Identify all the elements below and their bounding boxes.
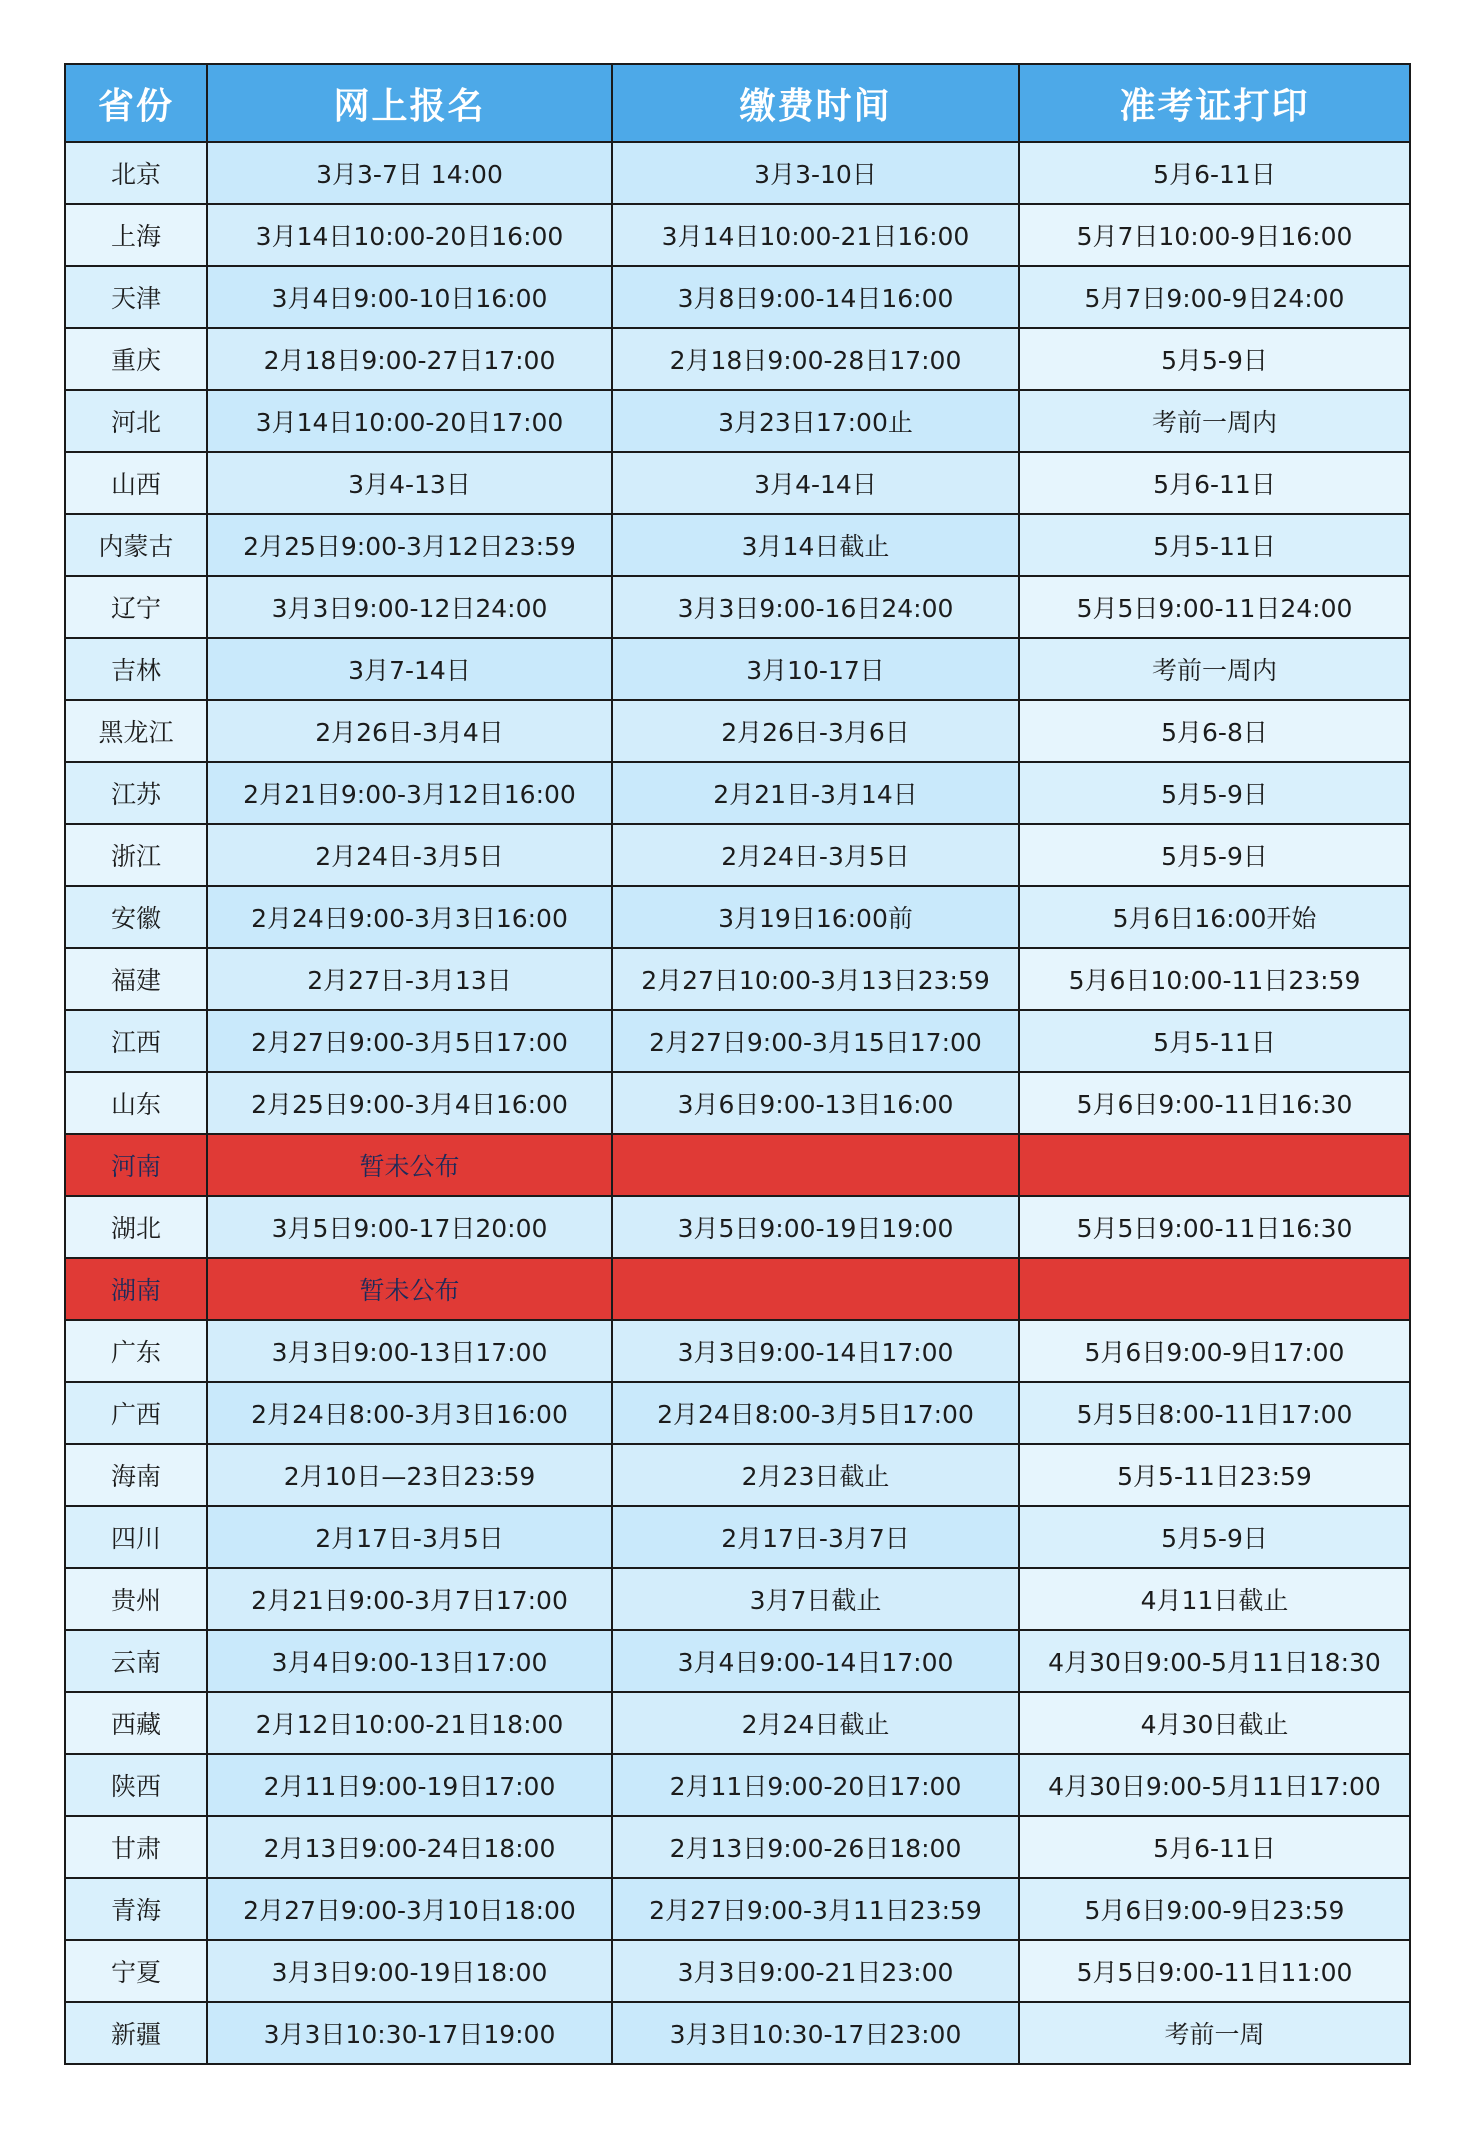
admission-ticket-cell: 5月5日9:00-11日16:30 [1019,1196,1410,1258]
admission-ticket-cell: 5月6-8日 [1019,700,1410,762]
payment-cell: 3月3日9:00-16日24:00 [612,576,1019,638]
province-cell: 重庆 [65,328,207,390]
registration-cell: 3月4-13日 [207,452,612,514]
province-cell: 天津 [65,266,207,328]
payment-cell: 3月8日9:00-14日16:00 [612,266,1019,328]
payment-cell: 2月24日8:00-3月5日17:00 [612,1382,1019,1444]
table-row [65,824,1410,886]
province-cell: 上海 [65,204,207,266]
payment-cell: 3月4-14日 [612,452,1019,514]
registration-cell: 2月26日-3月4日 [207,700,612,762]
table-row [65,1568,1410,1630]
table-row [65,576,1410,638]
table-row [65,1630,1410,1692]
admission-ticket-cell: 5月6-11日 [1019,1816,1410,1878]
registration-cell: 2月13日9:00-24日18:00 [207,1816,612,1878]
province-cell: 青海 [65,1878,207,1940]
admission-ticket-cell: 5月7日10:00-9日16:00 [1019,204,1410,266]
province-cell: 宁夏 [65,1940,207,2002]
payment-cell: 2月27日10:00-3月13日23:59 [612,948,1019,1010]
table-row [65,1940,1410,2002]
payment-cell [612,1134,1019,1196]
registration-cell: 2月27日-3月13日 [207,948,612,1010]
registration-cell: 2月11日9:00-19日17:00 [207,1754,612,1816]
registration-cell: 2月12日10:00-21日18:00 [207,1692,612,1754]
payment-cell: 3月3日10:30-17日23:00 [612,2002,1019,2064]
admission-ticket-cell: 4月30日9:00-5月11日18:30 [1019,1630,1410,1692]
admission-ticket-cell: 4月30日9:00-5月11日17:00 [1019,1754,1410,1816]
registration-cell: 2月27日9:00-3月5日17:00 [207,1010,612,1072]
table-header-row [65,64,1410,142]
table-row [65,452,1410,514]
payment-cell: 2月23日截止 [612,1444,1019,1506]
registration-cell: 3月4日9:00-13日17:00 [207,1630,612,1692]
province-cell: 江苏 [65,762,207,824]
province-cell: 河北 [65,390,207,452]
province-cell: 福建 [65,948,207,1010]
table-row [65,1878,1410,1940]
province-cell: 河南 [65,1134,207,1196]
province-cell: 贵州 [65,1568,207,1630]
province-cell: 辽宁 [65,576,207,638]
payment-cell: 3月19日16:00前 [612,886,1019,948]
payment-cell: 3月14日截止 [612,514,1019,576]
header-payment-time: 缴费时间 [612,64,1019,142]
province-cell: 湖北 [65,1196,207,1258]
payment-cell: 2月11日9:00-20日17:00 [612,1754,1019,1816]
admission-ticket-cell: 5月6日9:00-9日17:00 [1019,1320,1410,1382]
admission-ticket-cell: 5月5-11日 [1019,1010,1410,1072]
registration-cell: 2月18日9:00-27日17:00 [207,328,612,390]
table-row [65,1506,1410,1568]
admission-ticket-cell: 5月5日9:00-11日11:00 [1019,1940,1410,2002]
payment-cell: 2月21日-3月14日 [612,762,1019,824]
registration-cell: 3月3日9:00-19日18:00 [207,1940,612,2002]
registration-cell: 2月24日8:00-3月3日16:00 [207,1382,612,1444]
province-cell: 山西 [65,452,207,514]
admission-ticket-cell [1019,1258,1410,1320]
payment-cell: 3月3日9:00-14日17:00 [612,1320,1019,1382]
registration-cell: 3月14日10:00-20日16:00 [207,204,612,266]
table-row [65,886,1410,948]
province-cell: 云南 [65,1630,207,1692]
province-cell: 湖南 [65,1258,207,1320]
admission-ticket-cell: 4月30日截止 [1019,1692,1410,1754]
province-cell: 新疆 [65,2002,207,2064]
registration-cell: 2月21日9:00-3月7日17:00 [207,1568,612,1630]
province-cell: 四川 [65,1506,207,1568]
admission-ticket-cell: 5月6日16:00开始 [1019,886,1410,948]
province-cell: 吉林 [65,638,207,700]
table-row [65,638,1410,700]
registration-cell: 2月24日-3月5日 [207,824,612,886]
payment-cell: 2月13日9:00-26日18:00 [612,1816,1019,1878]
province-cell: 西藏 [65,1692,207,1754]
payment-cell: 3月23日17:00止 [612,390,1019,452]
registration-cell: 暂未公布 [207,1134,612,1196]
province-cell: 甘肃 [65,1816,207,1878]
registration-cell: 暂未公布 [207,1258,612,1320]
payment-cell: 3月5日9:00-19日19:00 [612,1196,1019,1258]
admission-ticket-cell: 5月5日9:00-11日24:00 [1019,576,1410,638]
table-row [65,1072,1410,1134]
table-row [65,142,1410,204]
table-row [65,266,1410,328]
table-row [65,1444,1410,1506]
payment-cell: 3月10-17日 [612,638,1019,700]
payment-cell [612,1258,1019,1320]
registration-cell: 3月7-14日 [207,638,612,700]
table-row [65,1258,1410,1320]
registration-cell: 2月27日9:00-3月10日18:00 [207,1878,612,1940]
table-row [65,1692,1410,1754]
registration-cell: 3月14日10:00-20日17:00 [207,390,612,452]
admission-ticket-cell: 5月5日8:00-11日17:00 [1019,1382,1410,1444]
registration-cell: 2月25日9:00-3月12日23:59 [207,514,612,576]
table-row [65,1010,1410,1072]
registration-cell: 2月17日-3月5日 [207,1506,612,1568]
registration-cell: 3月3日9:00-13日17:00 [207,1320,612,1382]
province-cell: 北京 [65,142,207,204]
header-online-registration: 网上报名 [207,64,612,142]
admission-ticket-cell: 4月11日截止 [1019,1568,1410,1630]
province-cell: 山东 [65,1072,207,1134]
admission-ticket-cell: 5月6-11日 [1019,142,1410,204]
admission-ticket-cell: 考前一周内 [1019,638,1410,700]
registration-cell: 2月10日—23日23:59 [207,1444,612,1506]
registration-cell: 3月3日9:00-12日24:00 [207,576,612,638]
payment-cell: 2月18日9:00-28日17:00 [612,328,1019,390]
exam-schedule-table-wrapper [64,63,1409,2065]
header-province: 省份 [65,64,207,142]
province-cell: 广西 [65,1382,207,1444]
admission-ticket-cell: 考前一周内 [1019,390,1410,452]
table-row [65,948,1410,1010]
payment-cell: 2月26日-3月6日 [612,700,1019,762]
payment-cell: 3月14日10:00-21日16:00 [612,204,1019,266]
table-row [65,762,1410,824]
admission-ticket-cell: 5月5-9日 [1019,824,1410,886]
table-row [65,1382,1410,1444]
province-cell: 安徽 [65,886,207,948]
admission-ticket-cell [1019,1134,1410,1196]
table-row [65,1754,1410,1816]
registration-cell: 2月21日9:00-3月12日16:00 [207,762,612,824]
payment-cell: 2月24日截止 [612,1692,1019,1754]
table-row [65,514,1410,576]
payment-cell: 2月17日-3月7日 [612,1506,1019,1568]
table-body [65,142,1410,2064]
registration-cell: 2月24日9:00-3月3日16:00 [207,886,612,948]
table-row [65,390,1410,452]
admission-ticket-cell: 5月5-11日 [1019,514,1410,576]
payment-cell: 2月24日-3月5日 [612,824,1019,886]
registration-cell: 3月5日9:00-17日20:00 [207,1196,612,1258]
province-cell: 广东 [65,1320,207,1382]
table-row [65,1320,1410,1382]
admission-ticket-cell: 5月5-9日 [1019,762,1410,824]
province-cell: 海南 [65,1444,207,1506]
registration-cell: 3月3-7日 14:00 [207,142,612,204]
payment-cell: 3月6日9:00-13日16:00 [612,1072,1019,1134]
payment-cell: 3月4日9:00-14日17:00 [612,1630,1019,1692]
table-row [65,1134,1410,1196]
admission-ticket-cell: 5月6日10:00-11日23:59 [1019,948,1410,1010]
province-cell: 陕西 [65,1754,207,1816]
table-row [65,2002,1410,2064]
admission-ticket-cell: 考前一周 [1019,2002,1410,2064]
table-row [65,1196,1410,1258]
payment-cell: 2月27日9:00-3月15日17:00 [612,1010,1019,1072]
registration-cell: 2月25日9:00-3月4日16:00 [207,1072,612,1134]
province-cell: 内蒙古 [65,514,207,576]
table-row [65,328,1410,390]
table-row [65,700,1410,762]
admission-ticket-cell: 5月5-11日23:59 [1019,1444,1410,1506]
admission-ticket-cell: 5月6-11日 [1019,452,1410,514]
table-row [65,1816,1410,1878]
admission-ticket-cell: 5月6日9:00-9日23:59 [1019,1878,1410,1940]
table-row [65,204,1410,266]
admission-ticket-cell: 5月6日9:00-11日16:30 [1019,1072,1410,1134]
payment-cell: 2月27日9:00-3月11日23:59 [612,1878,1019,1940]
admission-ticket-cell: 5月5-9日 [1019,328,1410,390]
admission-ticket-cell: 5月5-9日 [1019,1506,1410,1568]
header-admission-ticket-print: 准考证打印 [1019,64,1410,142]
province-cell: 浙江 [65,824,207,886]
exam-schedule-table [64,63,1411,2065]
registration-cell: 3月3日10:30-17日19:00 [207,2002,612,2064]
province-cell: 江西 [65,1010,207,1072]
payment-cell: 3月3-10日 [612,142,1019,204]
payment-cell: 3月7日截止 [612,1568,1019,1630]
payment-cell: 3月3日9:00-21日23:00 [612,1940,1019,2002]
registration-cell: 3月4日9:00-10日16:00 [207,266,612,328]
admission-ticket-cell: 5月7日9:00-9日24:00 [1019,266,1410,328]
province-cell: 黑龙江 [65,700,207,762]
